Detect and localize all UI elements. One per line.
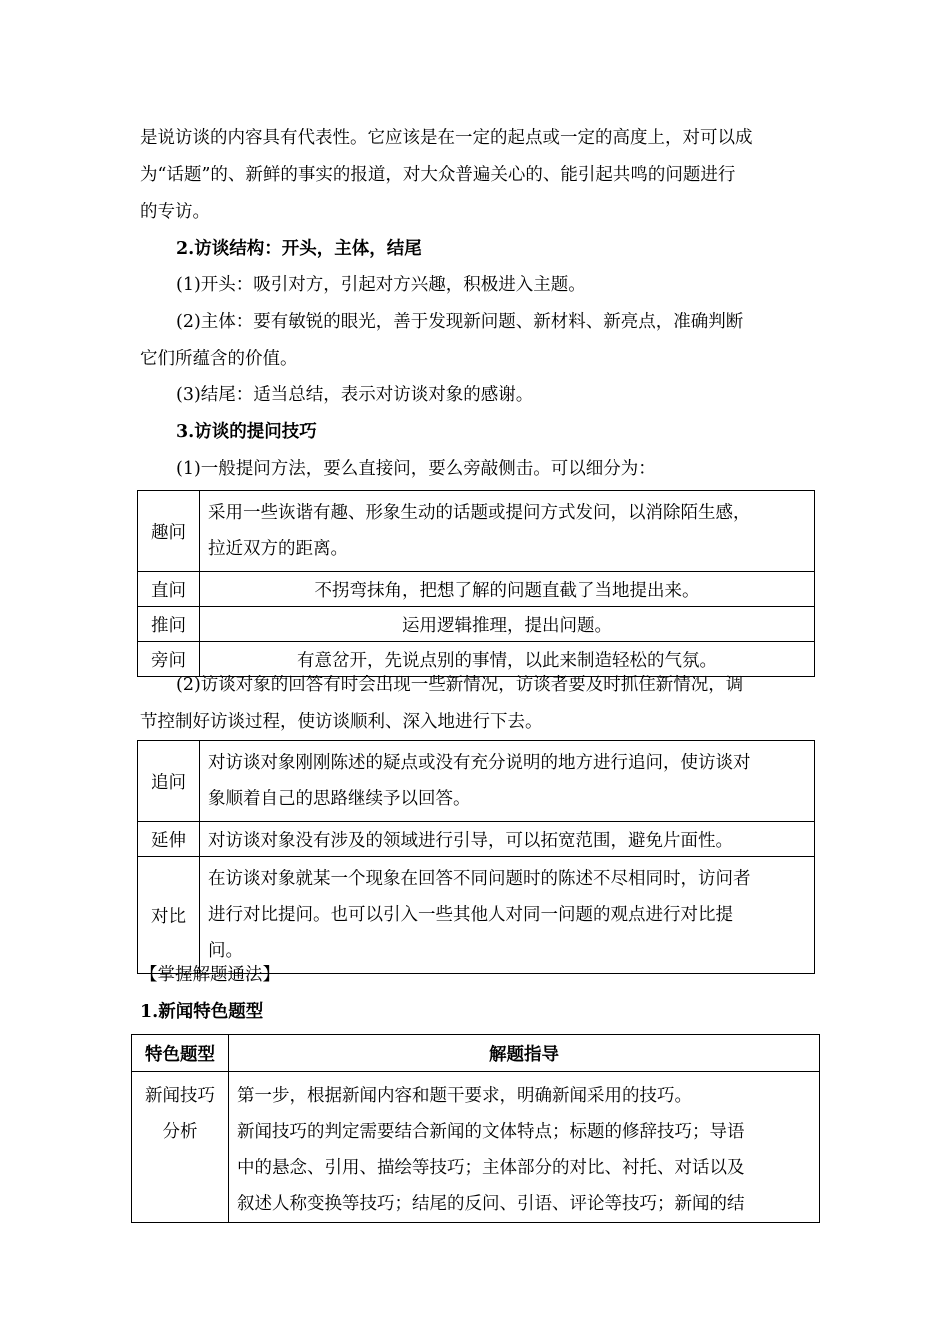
method-name-cell: 延伸 [138, 822, 200, 857]
guidance-cell: 第一步，根据新闻内容和题干要求，明确新闻采用的技巧。 新闻技巧的判定需要结合新闻的文体特点；标题的修辞技巧；导语 中的悬念、引用、描绘等技巧；主体部分的对比、衬托、对话以及 叙述人称变换等技巧；结尾的反问、引语、评论等技巧；新闻的结 [229, 1072, 820, 1223]
table-row [138, 642, 815, 677]
structure-body-line-1: (2)主体：要有敏锐的眼光，善于发现新问题、新材料、新亮点，准确判断 [176, 312, 744, 332]
table-header-row [132, 1035, 820, 1072]
structure-body-line-2: 它们所蕴含的价值。 [140, 349, 298, 369]
method-desc-cell: 不拐弯抹角，把想了解的问题直截了当地提出来。 [200, 572, 815, 607]
table-row [138, 822, 815, 857]
table-row [138, 741, 815, 822]
table-row [138, 572, 815, 607]
method-subheading: 1.新闻特色题型 [140, 1002, 264, 1022]
method-name-cell: 旁问 [138, 642, 200, 677]
questioning-methods-table [137, 490, 815, 677]
method-desc-cell: 对访谈对象刚刚陈述的疑点或没有充分说明的地方进行追问，使访谈对 象顺着自己的思路继续予以回答。 [200, 741, 815, 822]
techniques-intro2-line-2: 节控制好访谈过程，使访谈顺利、深入地进行下去。 [140, 712, 543, 732]
intro-line-3: 的专访。 [140, 202, 210, 222]
structure-heading: 2.访谈结构：开头，主体，结尾 [176, 239, 422, 259]
table-row [138, 857, 815, 974]
method-heading: 【掌握解题通法】 [140, 965, 280, 985]
method-name-cell: 直问 [138, 572, 200, 607]
question-type-cell: 新闻技巧 分析 [132, 1072, 229, 1223]
intro-line-1: 是说访谈的内容具有代表性。它应该是在一定的起点或一定的高度上，对可以成 [140, 128, 753, 148]
structure-opening: (1)开头：吸引对方，引起对方兴趣，积极进入主题。 [176, 275, 586, 295]
table-row [138, 607, 815, 642]
method-desc-cell: 运用逻辑推理，提出问题。 [200, 607, 815, 642]
column-header: 特色题型 [132, 1035, 229, 1072]
news-question-type-table [131, 1034, 820, 1223]
follow-up-methods-table [137, 740, 815, 974]
structure-ending: (3)结尾：适当总结，表示对访谈对象的感谢。 [176, 385, 534, 405]
method-desc-cell: 对访谈对象没有涉及的领域进行引导，可以拓宽范围，避免片面性。 [200, 822, 815, 857]
techniques-heading: 3.访谈的提问技巧 [176, 422, 317, 442]
techniques-intro2-line-1: (2)访谈对象的回答有时会出现一些新情况，访谈者要及时抓住新情况，调 [176, 675, 744, 695]
intro-line-2: 为“话题”的、新鲜的事实的报道，对大众普遍关心的、能引起共鸣的问题进行 [140, 165, 736, 185]
techniques-intro: (1)一般提问方法，要么直接问，要么旁敲侧击。可以细分为： [176, 459, 656, 479]
method-desc-cell: 采用一些诙谐有趣、形象生动的话题或提问方式发问，以消除陌生感， 拉近双方的距离。 [200, 491, 815, 572]
method-name-cell: 趣问 [138, 491, 200, 572]
method-desc-cell: 在访谈对象就某一个现象在回答不同问题时的陈述不尽相同时，访问者 进行对比提问。也可以引入一些其他人对同一问题的观点进行对比提 问。 [200, 857, 815, 974]
column-header: 解题指导 [229, 1035, 820, 1072]
method-name-cell: 对比 [138, 857, 200, 974]
method-name-cell: 追问 [138, 741, 200, 822]
table-row [138, 491, 815, 572]
method-name-cell: 推问 [138, 607, 200, 642]
method-desc-cell: 有意岔开，先说点别的事情，以此来制造轻松的气氛。 [200, 642, 815, 677]
table-row [132, 1072, 820, 1223]
